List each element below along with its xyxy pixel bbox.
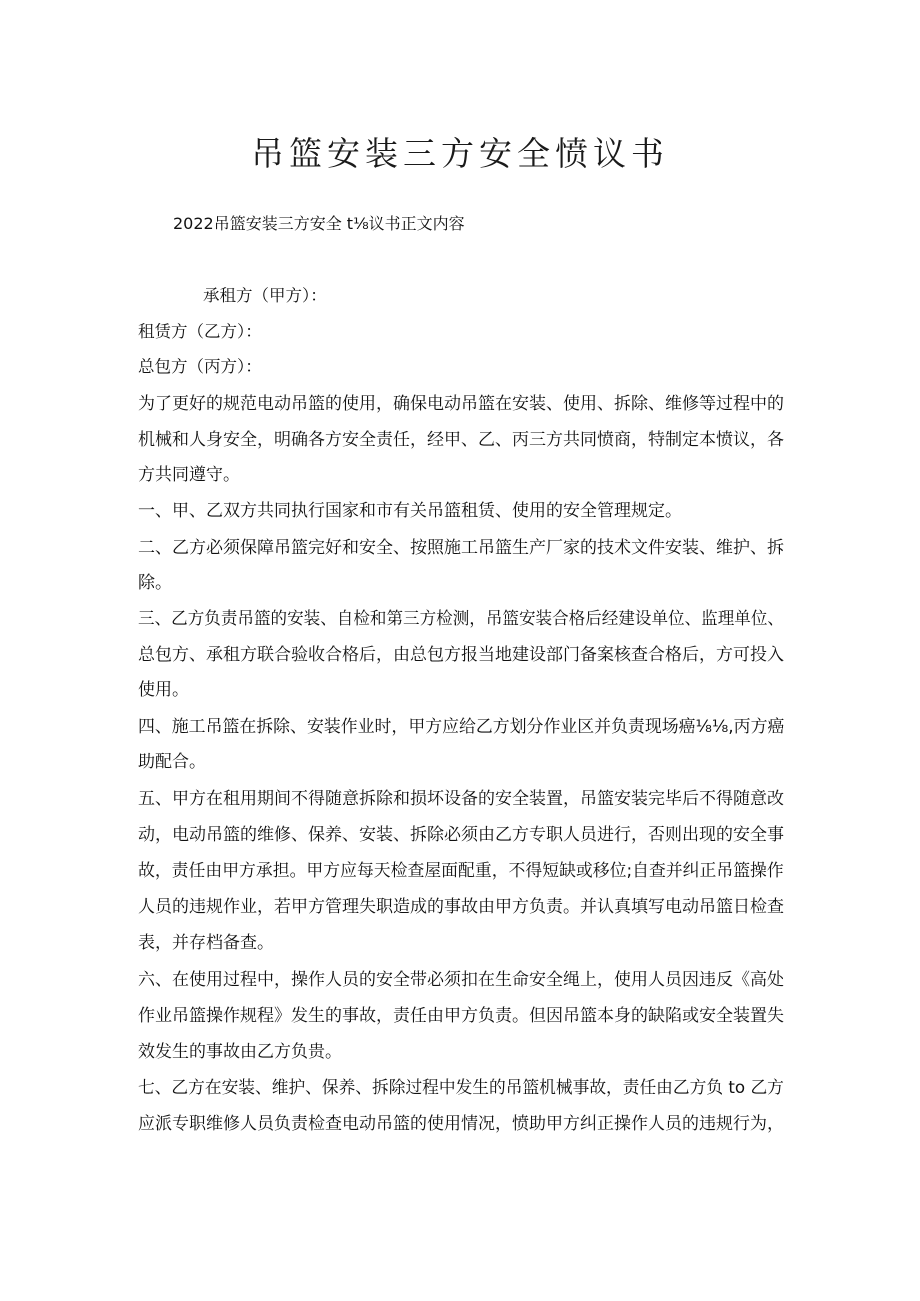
body-line: 三、乙方负责吊篮的安装、自检和第三方检测，吊篮安装合格后经建设单位、监理单位、 bbox=[138, 609, 784, 629]
party-lessor: 租赁方（乙方）： bbox=[138, 322, 262, 341]
party-lessee: 承租方（甲方）： bbox=[203, 286, 327, 305]
body-line: 效发生的事故由乙方负贵。 bbox=[138, 1042, 342, 1062]
body-line: 二、乙方必须保障吊篮完好和安全、按照施工吊篮生产厂家的技术文件安装、维护、拆 bbox=[138, 538, 784, 558]
document-subtitle: 2022吊篮安装三方安全 t⅛议书正文内容 bbox=[173, 214, 465, 233]
body-line: 使用。 bbox=[138, 680, 189, 700]
body-line: 动，电动吊篮的维修、保养、安装、拆除必须由乙方专职人员进行，否则出现的安全事 bbox=[138, 825, 784, 845]
body-line: 应派专职维修人员负责检查电动吊篮的使用情况，愤助甲方纠正操作人员的违规行为， bbox=[138, 1114, 784, 1134]
body-line: 七、乙方在安装、维护、保养、拆除过程中发生的吊篮机械事故，责任由乙方负 to 乙方 bbox=[138, 1078, 784, 1098]
body-line: 表，并存档备查。 bbox=[138, 933, 274, 953]
body-line: 除。 bbox=[138, 573, 172, 593]
body-line: 故，责任由甲方承担。甲方应每天检查屋面配重，不得短缺或移位;自查并纠正吊篮操作 bbox=[138, 861, 784, 881]
document-title: 吊篮安装三方安全愤议书 bbox=[251, 134, 669, 173]
body-line: 为了更好的规范电动吊篮的使用，确保电动吊篮在安装、使用、拆除、维修等过程中的 bbox=[138, 394, 784, 414]
body-line: 作业吊篮操作规程》发生的事故，责任由甲方负责。但因吊篮本身的缺陷或安全装置失 bbox=[138, 1006, 784, 1026]
body-line: 机械和人身安全，明确各方安全责任，经甲、乙、丙三方共同愤商，特制定本愤议，各 bbox=[138, 430, 784, 450]
body-line: 五、甲方在租用期间不得随意拆除和损坏设备的安全装置，吊篮安装完毕后不得随意改 bbox=[138, 789, 784, 809]
party-general-contractor: 总包方（丙方）： bbox=[138, 357, 262, 376]
body-line: 总包方、承租方联合验收合格后，由总包方报当地建设部门备案核查合格后，方可投入 bbox=[138, 645, 784, 665]
body-line: 人员的违规作业，若甲方管理失职造成的事故由甲方负责。并认真填写电动吊篮日检查 bbox=[138, 897, 784, 917]
body-line: 一、甲、乙双方共同执行国家和市有关吊篮租赁、使用的安全管理规定。 bbox=[138, 501, 682, 521]
body-line: 六、在使用过程中，操作人员的安全带必须扣在生命安全绳上，使用人员因违反《高处 bbox=[138, 970, 784, 990]
body-line: 四、施工吊篮在拆除、安装作业时，甲方应给乙方划分作业区并负责现场癌⅛⅛,丙方癌 bbox=[138, 717, 785, 737]
body-line: 方共同遵守。 bbox=[138, 465, 240, 485]
body-line: 助配合。 bbox=[138, 752, 206, 772]
